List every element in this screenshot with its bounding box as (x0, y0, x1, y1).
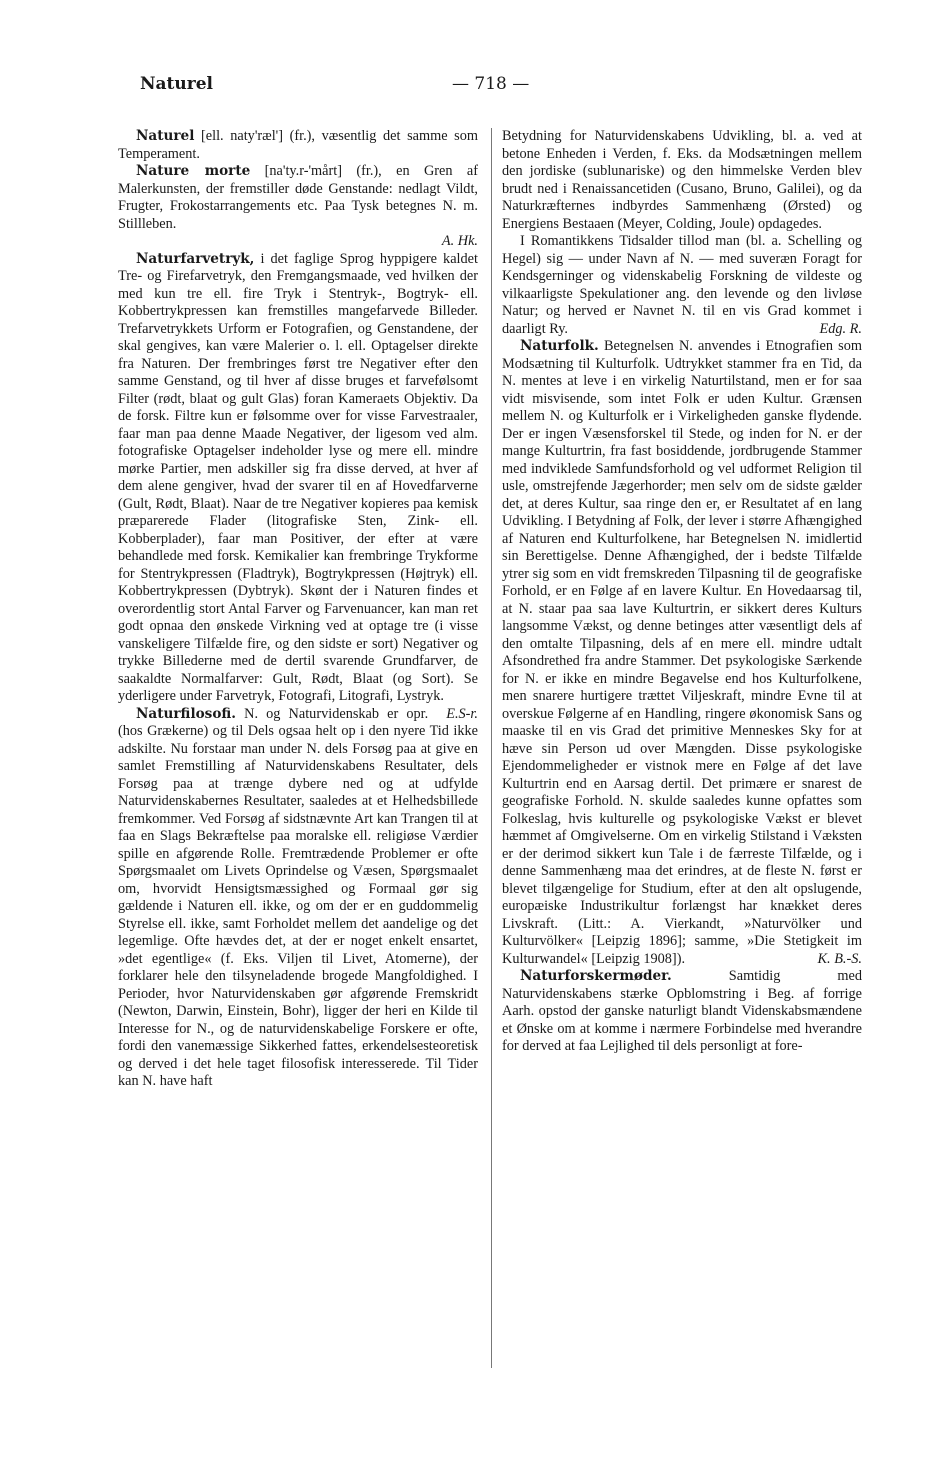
entry-naturfilosofi (118, 706, 478, 1091)
entry-text: Samtidig med Naturvidenskabens stærke Opblomstring i Beg. af forrige Aarh. opstod der ganske naturligt blandt Videnskabsmændene et Ønske om at komme i nærmere Forbindelse med hverandre for derved at faa Lejlighed til dels personligt at fore- (502, 968, 862, 1054)
entry-text: N. og Naturvidenskab er opr. (hos Grækerne) og til Dels ogsaa helt op i den nyere Tid ikke adskilte. Nu forstaar man under N. dels Forsøg paa at give en samlet Fremstilling af Naturvidenskabens Resultater, dels Forsøg paa at trænge dybere ned og at udfylde Naturvidenskabernes Resultater, saaledes at et Helhedsbillede fremkommer. Ved Forsøg af sidstnævnte Art kan Trangen til at faa en Slags Bekræftelse paa moralske ell. religiøse Værdier spille en afgørende Rolle. Fremtrædende Problemer er ofte Spørgsmaalet om Livets Oprindelse og Væsen, Spørgsmaalet om, hvorvidt Hensigtsmæssighed og Formaal gør sig gældende i Naturen ell. ikke, og om der er en guddommelig Styrelse ell. ikke, samt Forholdet mellem det aandelige og det legemlige. Ofte hævdes det, at der er noget enkelt ensartet, »det egentlige« (f. Eks. Viljen til Livet, Atomerne), der forklarer hele den tilsyneladende brogede Mangfoldighed. I Perioder, hvor Naturvidenskaben gør afgørende Fremskridt (Newton, Darwin, Einstein, Bohr), ligger der heri en Kilde til Interesse for N., og de naturvidenskabelige Forskere er ofte, fordi den vanemæssige Sikkerhed fattes, erkendelsesteoretisk og derved i det hele taget filosofisk interesserede. Til Tider kan N. have haft (118, 705, 478, 1089)
running-head: Naturel (140, 74, 213, 94)
entry-text: [na'ty.r-'mårt] (fr.), en Gren af Malerkunsten, der fremstiller døde Genstande: nedlagt Vildt, Frugter, Frokostarrangements etc. Paa Tysk betegnes N. m. Stillleben. (118, 163, 478, 232)
headword: Naturfolk. (520, 338, 599, 354)
headword: Naturfarvetryk, (136, 250, 255, 267)
entry-naturel (118, 128, 478, 163)
column-divider (491, 128, 492, 1368)
author-signature: A. Hk. (441, 233, 478, 249)
headword: Naturel (136, 128, 195, 144)
author-signature: K. B.-S. (817, 950, 862, 967)
headword: Naturfilosofi. (136, 705, 237, 722)
right-column (502, 128, 862, 1056)
page-number: — 718 — (452, 74, 530, 94)
page-header (140, 62, 876, 102)
paragraph (502, 233, 862, 338)
entry-text: i det faglige Sprog hyppigere kaldet Tre- og Firefarvetryk, den Fremgangsmaade, ved hvilken der med kun tre ell. fire Tryk i Stentryk-, Bogtryk- ell. Kobbertrykpressen kan fremstilles mangefarvede Billeder. Trefarvetrykkets Urform er Fotografien, og Genstandene, der skal gengives, kan være Malerier o. l. ell. Optagelser direkte fra Naturen. Der frembringes først tre Negativer efter den samme Genstand, og til hver af disse bruges et farvefølsomt Filter (rødt, blaat og gult Glas) foran Kameraets Objektiv. Da de forsk. Filtre kun er følsomme over for visse Farvestraaler, faar man paa denne Maade Negativer, der ligesom ved alm. fotografiske Optagelser indeholder lyse og mere ell. mindre mørke Partier, men adskiller sig fra disse derved, at hver af dem alene gengiver, hvad der svarer til en af Hovedfarverne (Gult, Rødt, Blaat). Naar de tre Negativer kopieres paa kemisk præparerede Flader (litografiske Sten, Zink- ell. Kobberplader), faar man Positiver, der efter at være behandlede med forsk. Kemikalier kan frembringe Trykforme for Stentrykpressen (Fladtryk), Bogtrykpressen (Højtryk) ell. Kobbertrykpressen (Dybtryk). Skønt der i Naturen findes et overordentlig stort Antal Farver og Farvenuancer, kan man ret godt opnaa den ønskede Virkning ved at optage tre (i visse vanskeligere Tilfælde fire, og den sidste er sort) Negativer og trykke Billederne med de dertil svarende Grundfarver, de saakaldte Normalfarver: Gult, Rødt, Blaat (og Sort). Se yderligere under Farvetryk, Fotografi, Litografi, Lystryk. (118, 250, 478, 704)
left-column (118, 128, 478, 1091)
paragraph-text: I Romantikkens Tidsalder tillod man (bl. a. Schelling og Hegel) sig — under Navn af N. — med suveræn Foragt for Kendsgerninger og videnskabelig Forskning de vildeste og vilkaarligste Spekulationer ang. den levende og den livløse Natur; og herved er Navnet N. til en vis Grad kommet i daarligt Ry. (502, 233, 862, 337)
entry-naturfolk (502, 338, 862, 968)
entry-text: [ell. naty'ræl'] (fr.), væsentlig det samme som Temperament. (118, 128, 479, 162)
entry-naturforskermoder (502, 968, 862, 1056)
headword: Naturforskermøder. (520, 968, 672, 984)
author-signature: E.S-r. (446, 705, 478, 722)
headword: Nature morte (136, 163, 251, 179)
author-signature: Edg. R. (819, 320, 862, 337)
entry-naturfilosofi-continued: Betydning for Naturvidenskabens Udvikling, bl. a. ved at betone Enheden i Verden, f. Eks. da Modsætningen mellem den jordiske (sublunariske) og den himmelske Verden blev brudt ned i Renaissancetiden (Cusano, Bruno, Galilei), og da Naturkræfternes indbyrdes Sammenhæng (Ørsted) og Energiens Bestaaen (Meyer, Colding, Joule) opdagedes. (502, 128, 862, 232)
entry-nature-morte (118, 163, 478, 233)
entry-text: Betegnelsen N. anvendes i Etnografien som Modsætning til Kulturfolk. Udtrykket stammer fra en Tid, da N. mentes at leve i en virkelig Naturtilstand, men er for saa vidt misvisende, som intet Folk er uden Kultur. Grænsen mellem N. og Kulturfolk er i Virkeligheden ganske flydende. Der er ingen Væsensforskel til Stede, og inden for N. er der mange Kulturtrin, fra fast bosiddende, jordbrugende Stammer med indviklede Samfundsforhold og vel udformet Religion til usle, omstrejfende Jægerhorder; men selv om de sidste gælder det, at deres Kultur, saa ringe den er, er Resultatet af en lang Udvikling. I Betydning af Folk, der lever i større Afhængighed af Naturen end Kulturfolkene, har Betegnelsen N. imidlertid sin Berettigelse. Denne Afhængighed, der i bedste Tilfælde ytrer sig som en vidt fremskreden Tilpasning til de geografiske Forhold, er en Følge af en lavere Kultur. En Hovedaarsag til, at N. staar paa saa lave Kulturtrin, er sikkert deres Kulturs langsomme Vækst, og denne betinges atter væsentligt dels af den omtalte Tilpasning, dels af en mere ell. mindre udtalt Afsondrethed fra andre Stammer. Det psykologiske Særkende for N. er ikke en mindre Begavelse end hos Kulturfolkene, men snarere hurtigere trættet Viljeskraft, mindre Evne til at overskue Følgerne af en Handling, ringere økonomisk Sans og maaske til en vis Grad det primitive Menneskes Sky for at hæve sin Person ud over Mængden. Disse psykologiske Ejendommeligheder er vistnok mere en Følge af det lave Kulturtrin end en Aarsag dertil. Det primære er snarest de geografiske Forhold. N. skulde saaledes kunne opfattes som Folkeslag, hvis kulturelle og psykologiske Vækst er blevet hæmmet af Omgivelserne. Om en virkelig Stilstand i Væksten er der derimod sikkert kun Tale i de færreste Tilfælde, og i denne Sammenhæng maa det erindres, at de fleste N. først er blevet tilgængelige for Studium, efter at den alt opslugende, europæiske Industrikultur forlængst har knækket deres Livskraft. (Litt.: A. Vierkandt, »Naturvölker und Kulturvölker« [Leipzig 1896]; samme, »Die Stetigkeit im Kulturwandel« [Leipzig 1908]). (502, 338, 862, 967)
